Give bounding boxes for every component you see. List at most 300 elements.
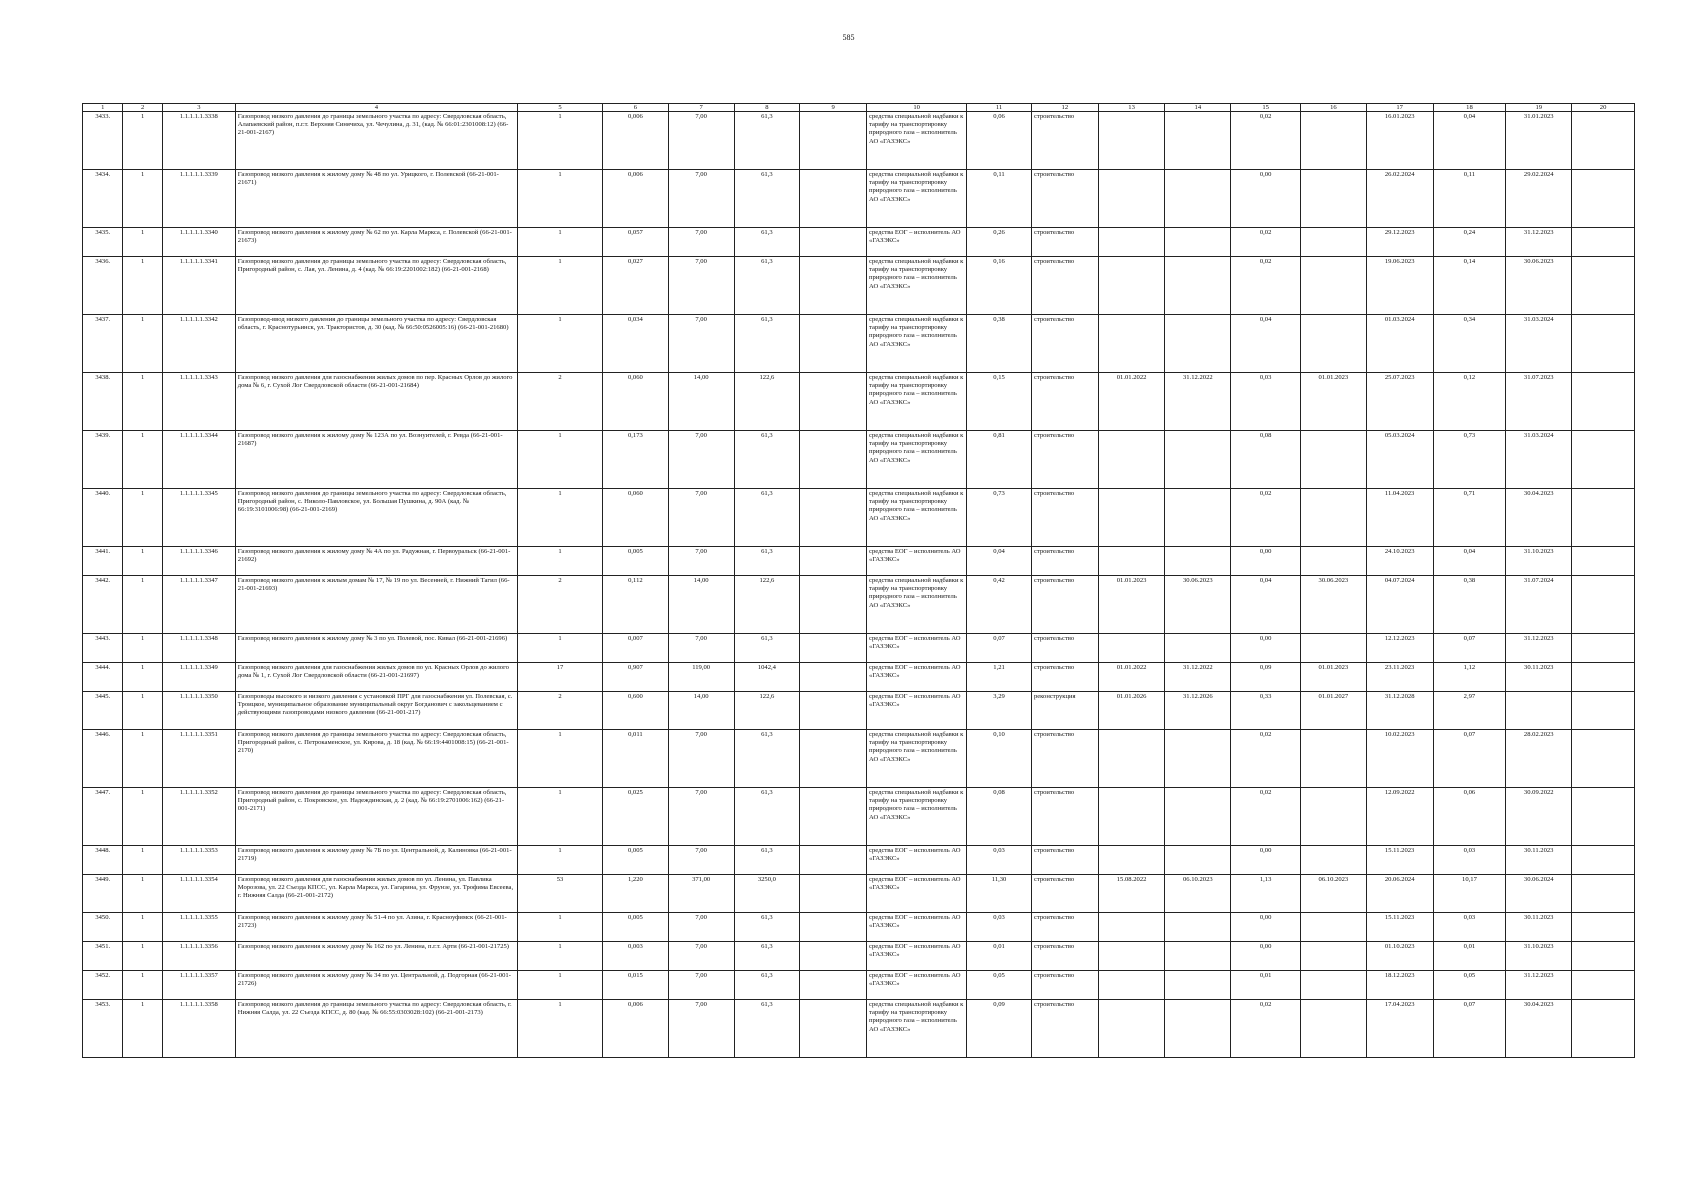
cell-col-6: 0,011 (603, 730, 669, 788)
work-type: строительство (1031, 1000, 1098, 1058)
object-code: 1.1.1.1.1.3338 (162, 112, 235, 170)
cell-col-13 (1098, 315, 1165, 373)
cell-col-7: 7,00 (668, 942, 734, 971)
cell-col-20 (1572, 730, 1635, 788)
cell-col-13 (1098, 1000, 1165, 1058)
registry-table (82, 103, 1635, 1058)
cell-col-17: 24.10.2023 (1366, 547, 1433, 576)
cell-col-2: 1 (123, 228, 162, 257)
cell-col-7: 371,00 (668, 875, 734, 913)
cell-col-20 (1572, 228, 1635, 257)
cell-col-2: 1 (123, 170, 162, 228)
cell-col-19: 31.03.2024 (1506, 315, 1572, 373)
cell-col-19: 30.09.2022 (1506, 788, 1572, 846)
cell-col-18: 0,06 (1433, 788, 1506, 846)
cell-col-15: 0,02 (1231, 228, 1301, 257)
cell-col-18: 0,14 (1433, 257, 1506, 315)
object-code: 1.1.1.1.1.3354 (162, 875, 235, 913)
cell-col-13 (1098, 971, 1165, 1000)
table-row (83, 971, 1635, 1000)
cell-col-9 (800, 875, 867, 913)
cell-col-5: 1 (518, 788, 603, 846)
funding-source: средства специальной надбавки к тарифу на транспортировку природного газа – исполнитель АО «ГАЗЭКС» (867, 431, 967, 489)
funding-source: средства специальной надбавки к тарифу на транспортировку природного газа – исполнитель АО «ГАЗЭКС» (867, 373, 967, 431)
cell-col-5: 2 (518, 373, 603, 431)
cell-col-14 (1165, 170, 1231, 228)
cell-col-19 (1506, 692, 1572, 730)
cell-col-18: 0,12 (1433, 373, 1506, 431)
cell-col-9 (800, 1000, 867, 1058)
work-type: строительство (1031, 576, 1098, 634)
funding-source: средства ЕОГ – исполнитель АО «ГАЗЭКС» (867, 846, 967, 875)
column-number-8: 8 (734, 104, 800, 112)
cell-col-9 (800, 431, 867, 489)
column-number-5: 5 (518, 104, 603, 112)
cell-col-11: 0,06 (967, 112, 1032, 170)
cell-col-14 (1165, 846, 1231, 875)
cell-col-17: 01.03.2024 (1366, 315, 1433, 373)
work-type: строительство (1031, 170, 1098, 228)
cell-col-18: 0,38 (1433, 576, 1506, 634)
table-row (83, 942, 1635, 971)
object-description: Газопровод низкого давления к жилому дому № 62 по ул. Карла Маркса, г. Полевской (66-21-001-21673) (235, 228, 517, 257)
cell-col-8: 61,3 (734, 1000, 800, 1058)
cell-col-19: 30.11.2023 (1506, 663, 1572, 692)
work-type: строительство (1031, 112, 1098, 170)
cell-col-11: 11,30 (967, 875, 1032, 913)
cell-col-9 (800, 228, 867, 257)
row-number: 3448. (83, 846, 123, 875)
cell-col-2: 1 (123, 971, 162, 1000)
funding-source: средства ЕОГ – исполнитель АО «ГАЗЭКС» (867, 942, 967, 971)
column-number-7: 7 (668, 104, 734, 112)
funding-source: средства специальной надбавки к тарифу на транспортировку природного газа – исполнитель АО «ГАЗЭКС» (867, 1000, 967, 1058)
row-number: 3442. (83, 576, 123, 634)
cell-col-6: 0,006 (603, 1000, 669, 1058)
cell-col-7: 7,00 (668, 431, 734, 489)
cell-col-8: 61,3 (734, 489, 800, 547)
cell-col-9 (800, 489, 867, 547)
cell-col-8: 61,3 (734, 431, 800, 489)
cell-col-13 (1098, 431, 1165, 489)
cell-col-20 (1572, 788, 1635, 846)
cell-col-20 (1572, 692, 1635, 730)
cell-col-15: 0,00 (1231, 846, 1301, 875)
cell-col-9 (800, 846, 867, 875)
cell-col-16: 06.10.2023 (1301, 875, 1367, 913)
cell-col-16: 01.01.2023 (1301, 663, 1367, 692)
cell-col-8: 122,6 (734, 692, 800, 730)
cell-col-6: 0,005 (603, 846, 669, 875)
funding-source: средства ЕОГ – исполнитель АО «ГАЗЭКС» (867, 875, 967, 913)
cell-col-7: 7,00 (668, 170, 734, 228)
cell-col-11: 0,04 (967, 547, 1032, 576)
cell-col-15: 0,01 (1231, 971, 1301, 1000)
cell-col-18: 0,24 (1433, 228, 1506, 257)
cell-col-16 (1301, 315, 1367, 373)
cell-col-8: 61,3 (734, 257, 800, 315)
row-number: 3439. (83, 431, 123, 489)
cell-col-8: 61,3 (734, 547, 800, 576)
cell-col-17: 12.09.2022 (1366, 788, 1433, 846)
cell-col-5: 1 (518, 942, 603, 971)
cell-col-13 (1098, 942, 1165, 971)
cell-col-9 (800, 547, 867, 576)
cell-col-11: 0,09 (967, 1000, 1032, 1058)
funding-source: средства специальной надбавки к тарифу на транспортировку природного газа – исполнитель АО «ГАЗЭКС» (867, 788, 967, 846)
cell-col-16 (1301, 942, 1367, 971)
cell-col-8: 61,3 (734, 112, 800, 170)
object-code: 1.1.1.1.1.3339 (162, 170, 235, 228)
funding-source: средства ЕОГ – исполнитель АО «ГАЗЭКС» (867, 692, 967, 730)
work-type: строительство (1031, 228, 1098, 257)
cell-col-6: 0,600 (603, 692, 669, 730)
funding-source: средства ЕОГ – исполнитель АО «ГАЗЭКС» (867, 634, 967, 663)
cell-col-19: 31.10.2023 (1506, 547, 1572, 576)
object-description: Газопровод низкого давления к жилому дому № 7Б по ул. Центральной, д. Калиновка (66-21-001-21719) (235, 846, 517, 875)
object-description: Газопровод низкого давления к жилому дому № 4А по ул. Радужная, г. Первоуральск (66-21-001-21692) (235, 547, 517, 576)
column-number-12: 12 (1031, 104, 1098, 112)
cell-col-7: 7,00 (668, 913, 734, 942)
table-row (83, 788, 1635, 846)
cell-col-14: 31.12.2022 (1165, 373, 1231, 431)
cell-col-17: 29.12.2023 (1366, 228, 1433, 257)
cell-col-15: 0,03 (1231, 373, 1301, 431)
cell-col-6: 0,060 (603, 373, 669, 431)
cell-col-11: 0,81 (967, 431, 1032, 489)
cell-col-8: 61,3 (734, 170, 800, 228)
cell-col-8: 61,3 (734, 942, 800, 971)
cell-col-2: 1 (123, 788, 162, 846)
cell-col-13: 01.01.2026 (1098, 692, 1165, 730)
cell-col-6: 0,005 (603, 547, 669, 576)
column-number-19: 19 (1506, 104, 1572, 112)
column-number-10: 10 (867, 104, 967, 112)
cell-col-20 (1572, 634, 1635, 663)
cell-col-19: 31.07.2023 (1506, 373, 1572, 431)
work-type: строительство (1031, 431, 1098, 489)
cell-col-13 (1098, 257, 1165, 315)
cell-col-18: 0,71 (1433, 489, 1506, 547)
column-number-row (83, 104, 1635, 112)
cell-col-16 (1301, 1000, 1367, 1058)
cell-col-9 (800, 692, 867, 730)
cell-col-5: 1 (518, 634, 603, 663)
cell-col-2: 1 (123, 730, 162, 788)
cell-col-19: 31.07.2024 (1506, 576, 1572, 634)
object-description: Газопроводы высокого и низкого давления с установкой ПРГ для газоснабжения ул. Полевская, с. Троицкое, муниципальное образование муниципальный округ Богданович с закольцеванием с действующими газопроводами низкого давления (66-21-001-217) (235, 692, 517, 730)
cell-col-2: 1 (123, 315, 162, 373)
row-number: 3434. (83, 170, 123, 228)
cell-col-16 (1301, 170, 1367, 228)
row-number: 3436. (83, 257, 123, 315)
cell-col-7: 7,00 (668, 228, 734, 257)
cell-col-6: 0,034 (603, 315, 669, 373)
cell-col-20 (1572, 257, 1635, 315)
cell-col-20 (1572, 373, 1635, 431)
cell-col-20 (1572, 875, 1635, 913)
cell-col-6: 0,907 (603, 663, 669, 692)
cell-col-8: 61,3 (734, 913, 800, 942)
column-number-3: 3 (162, 104, 235, 112)
cell-col-8: 61,3 (734, 846, 800, 875)
cell-col-11: 0,08 (967, 788, 1032, 846)
cell-col-18: 0,04 (1433, 112, 1506, 170)
cell-col-15: 0,00 (1231, 170, 1301, 228)
cell-col-17: 18.12.2023 (1366, 971, 1433, 1000)
cell-col-11: 0,73 (967, 489, 1032, 547)
cell-col-20 (1572, 315, 1635, 373)
cell-col-17: 12.12.2023 (1366, 634, 1433, 663)
cell-col-16 (1301, 431, 1367, 489)
cell-col-15: 0,00 (1231, 913, 1301, 942)
cell-col-2: 1 (123, 692, 162, 730)
object-description: Газопровод низкого давления до границы земельного участка по адресу: Свердловская область, Пригородный район, с. Николо-Павловское, ул. Большая Пушкина, д. 90А (кад. № 66:19:3101006:98) (66-21-001-2169) (235, 489, 517, 547)
object-description: Газопровод низкого давления до границы земельного участка по адресу: Свердловская область, Алапаевский район, п.г.т. Верхняя Синячиха, ул. Чечулина, д. 31, (кад. № 66:01:2301008:12) (66-21-001-2167) (235, 112, 517, 170)
column-number-18: 18 (1433, 104, 1506, 112)
cell-col-15: 0,33 (1231, 692, 1301, 730)
table-row (83, 913, 1635, 942)
cell-col-11: 0,03 (967, 913, 1032, 942)
cell-col-9 (800, 373, 867, 431)
cell-col-14 (1165, 971, 1231, 1000)
cell-col-11: 0,16 (967, 257, 1032, 315)
cell-col-2: 1 (123, 489, 162, 547)
cell-col-19: 31.10.2023 (1506, 942, 1572, 971)
cell-col-15: 0,02 (1231, 1000, 1301, 1058)
object-description: Газопровод низкого давления до границы земельного участка по адресу: Свердловская область, Пригородный район, с. Лая, ул. Ленина, д. 4 (кад. № 66:19:2201002:182) (66-21-001-2168) (235, 257, 517, 315)
table-row (83, 170, 1635, 228)
work-type: строительство (1031, 942, 1098, 971)
cell-col-15: 0,02 (1231, 489, 1301, 547)
object-description: Газопровод низкого давления для газоснабжения жилых домов по пер. Красных Орлов до жилого дома № 6, г. Сухой Лог Свердловской области (66-21-001-21684) (235, 373, 517, 431)
object-code: 1.1.1.1.1.3346 (162, 547, 235, 576)
cell-col-15: 0,00 (1231, 634, 1301, 663)
cell-col-9 (800, 788, 867, 846)
cell-col-16 (1301, 846, 1367, 875)
cell-col-14: 06.10.2023 (1165, 875, 1231, 913)
object-code: 1.1.1.1.1.3358 (162, 1000, 235, 1058)
cell-col-11: 0,01 (967, 942, 1032, 971)
cell-col-16: 30.06.2023 (1301, 576, 1367, 634)
cell-col-15: 0,00 (1231, 942, 1301, 971)
cell-col-11: 0,03 (967, 846, 1032, 875)
cell-col-13: 01.01.2022 (1098, 373, 1165, 431)
cell-col-14: 31.12.2026 (1165, 692, 1231, 730)
cell-col-14 (1165, 547, 1231, 576)
cell-col-5: 1 (518, 1000, 603, 1058)
cell-col-20 (1572, 170, 1635, 228)
cell-col-19: 30.11.2023 (1506, 846, 1572, 875)
object-description: Газопровод низкого давления к жилому дому № 48 по ул. Урицкого, г. Полевской (66-21-001-21671) (235, 170, 517, 228)
cell-col-5: 1 (518, 913, 603, 942)
table-body (83, 112, 1635, 1058)
work-type: строительство (1031, 489, 1098, 547)
cell-col-16 (1301, 228, 1367, 257)
table-row (83, 431, 1635, 489)
cell-col-5: 1 (518, 971, 603, 1000)
work-type: строительство (1031, 634, 1098, 663)
cell-col-11: 0,05 (967, 971, 1032, 1000)
table-row (83, 634, 1635, 663)
object-code: 1.1.1.1.1.3347 (162, 576, 235, 634)
cell-col-20 (1572, 846, 1635, 875)
work-type: строительство (1031, 663, 1098, 692)
object-code: 1.1.1.1.1.3348 (162, 634, 235, 663)
cell-col-19: 30.04.2023 (1506, 1000, 1572, 1058)
row-number: 3445. (83, 692, 123, 730)
table-row (83, 692, 1635, 730)
cell-col-9 (800, 315, 867, 373)
cell-col-19: 31.03.2024 (1506, 431, 1572, 489)
work-type: строительство (1031, 788, 1098, 846)
cell-col-5: 1 (518, 846, 603, 875)
funding-source: средства специальной надбавки к тарифу на транспортировку природного газа – исполнитель АО «ГАЗЭКС» (867, 170, 967, 228)
cell-col-6: 0,060 (603, 489, 669, 547)
object-code: 1.1.1.1.1.3349 (162, 663, 235, 692)
cell-col-7: 7,00 (668, 489, 734, 547)
cell-col-2: 1 (123, 942, 162, 971)
cell-col-9 (800, 913, 867, 942)
cell-col-8: 61,3 (734, 315, 800, 373)
row-number: 3453. (83, 1000, 123, 1058)
cell-col-16 (1301, 112, 1367, 170)
funding-source: средства ЕОГ – исполнитель АО «ГАЗЭКС» (867, 971, 967, 1000)
column-number-13: 13 (1098, 104, 1165, 112)
object-code: 1.1.1.1.1.3342 (162, 315, 235, 373)
cell-col-7: 7,00 (668, 112, 734, 170)
cell-col-14: 31.12.2022 (1165, 663, 1231, 692)
cell-col-18: 0,05 (1433, 971, 1506, 1000)
cell-col-19: 31.12.2023 (1506, 228, 1572, 257)
column-number-2: 2 (123, 104, 162, 112)
cell-col-18: 0,03 (1433, 913, 1506, 942)
cell-col-20 (1572, 942, 1635, 971)
column-number-14: 14 (1165, 104, 1231, 112)
table-row (83, 112, 1635, 170)
cell-col-6: 0,007 (603, 634, 669, 663)
row-number: 3444. (83, 663, 123, 692)
cell-col-18: 0,07 (1433, 634, 1506, 663)
cell-col-20 (1572, 1000, 1635, 1058)
cell-col-11: 0,38 (967, 315, 1032, 373)
cell-col-2: 1 (123, 547, 162, 576)
object-code: 1.1.1.1.1.3344 (162, 431, 235, 489)
cell-col-2: 1 (123, 634, 162, 663)
cell-col-17: 20.06.2024 (1366, 875, 1433, 913)
cell-col-17: 16.01.2023 (1366, 112, 1433, 170)
cell-col-9 (800, 942, 867, 971)
object-description: Газопровод низкого давления до границы земельного участка по адресу: Свердловская область, Пригородный район, с. Петрокаменское, ул. Кирова, д. 18 (кад. № 66:19:4401008:15) (66-21-001-2170) (235, 730, 517, 788)
cell-col-16: 01.01.2027 (1301, 692, 1367, 730)
cell-col-7: 14,00 (668, 576, 734, 634)
column-number-15: 15 (1231, 104, 1301, 112)
cell-col-7: 7,00 (668, 971, 734, 1000)
object-description: Газопровод низкого давления к жилому дому № 123А по ул. Вознуителей, г. Ревда (66-21-001-21687) (235, 431, 517, 489)
cell-col-13 (1098, 228, 1165, 257)
row-number: 3449. (83, 875, 123, 913)
table-row (83, 663, 1635, 692)
cell-col-20 (1572, 489, 1635, 547)
cell-col-8: 61,3 (734, 971, 800, 1000)
cell-col-6: 1,220 (603, 875, 669, 913)
funding-source: средства специальной надбавки к тарифу на транспортировку природного газа – исполнитель АО «ГАЗЭКС» (867, 315, 967, 373)
cell-col-16 (1301, 730, 1367, 788)
cell-col-17: 04.07.2024 (1366, 576, 1433, 634)
cell-col-11: 0,26 (967, 228, 1032, 257)
cell-col-16 (1301, 634, 1367, 663)
cell-col-7: 7,00 (668, 788, 734, 846)
funding-source: средства ЕОГ – исполнитель АО «ГАЗЭКС» (867, 913, 967, 942)
cell-col-20 (1572, 576, 1635, 634)
cell-col-17: 19.06.2023 (1366, 257, 1433, 315)
cell-col-15: 0,00 (1231, 547, 1301, 576)
cell-col-7: 7,00 (668, 1000, 734, 1058)
cell-col-17: 23.11.2023 (1366, 663, 1433, 692)
funding-source: средства ЕОГ – исполнитель АО «ГАЗЭКС» (867, 547, 967, 576)
cell-col-14 (1165, 1000, 1231, 1058)
row-number: 3447. (83, 788, 123, 846)
cell-col-19: 30.04.2023 (1506, 489, 1572, 547)
column-number-20: 20 (1572, 104, 1635, 112)
cell-col-5: 1 (518, 489, 603, 547)
column-number-6: 6 (603, 104, 669, 112)
object-description: Газопровод низкого давления до границы земельного участка по адресу: Свердловская область, Пригородный район, с. Покровское, ул. Надеждинская, д. 2 (кад. № 66:19:2701006:162) (66-21-001-2171) (235, 788, 517, 846)
cell-col-5: 1 (518, 547, 603, 576)
cell-col-13: 01.01.2022 (1098, 663, 1165, 692)
cell-col-8: 61,3 (734, 634, 800, 663)
cell-col-15: 0,02 (1231, 112, 1301, 170)
cell-col-14 (1165, 431, 1231, 489)
cell-col-19: 31.12.2023 (1506, 971, 1572, 1000)
cell-col-16: 01.01.2023 (1301, 373, 1367, 431)
cell-col-5: 1 (518, 228, 603, 257)
cell-col-5: 1 (518, 431, 603, 489)
cell-col-6: 0,173 (603, 431, 669, 489)
funding-source: средства ЕОГ – исполнитель АО «ГАЗЭКС» (867, 663, 967, 692)
cell-col-13 (1098, 788, 1165, 846)
cell-col-2: 1 (123, 663, 162, 692)
column-number-11: 11 (967, 104, 1032, 112)
column-number-17: 17 (1366, 104, 1433, 112)
cell-col-14 (1165, 489, 1231, 547)
object-code: 1.1.1.1.1.3340 (162, 228, 235, 257)
object-description: Газопровод низкого давления к жилому дому № 51-4 по ул. Азина, г. Красноуфимск (66-21-001-21723) (235, 913, 517, 942)
cell-col-2: 1 (123, 431, 162, 489)
cell-col-2: 1 (123, 373, 162, 431)
cell-col-17: 17.04.2023 (1366, 1000, 1433, 1058)
funding-source: средства специальной надбавки к тарифу на транспортировку природного газа – исполнитель АО «ГАЗЭКС» (867, 576, 967, 634)
table-row (83, 875, 1635, 913)
row-number: 3446. (83, 730, 123, 788)
cell-col-19: 28.02.2023 (1506, 730, 1572, 788)
cell-col-6: 0,057 (603, 228, 669, 257)
cell-col-19: 30.11.2023 (1506, 913, 1572, 942)
work-type: реконструкция (1031, 692, 1098, 730)
cell-col-14 (1165, 315, 1231, 373)
cell-col-15: 0,02 (1231, 257, 1301, 315)
funding-source: средства специальной надбавки к тарифу на транспортировку природного газа – исполнитель АО «ГАЗЭКС» (867, 489, 967, 547)
cell-col-14 (1165, 942, 1231, 971)
cell-col-6: 0,005 (603, 913, 669, 942)
cell-col-5: 2 (518, 692, 603, 730)
cell-col-7: 119,00 (668, 663, 734, 692)
cell-col-9 (800, 576, 867, 634)
cell-col-7: 7,00 (668, 315, 734, 373)
cell-col-9 (800, 971, 867, 1000)
cell-col-11: 3,29 (967, 692, 1032, 730)
work-type: строительство (1031, 257, 1098, 315)
